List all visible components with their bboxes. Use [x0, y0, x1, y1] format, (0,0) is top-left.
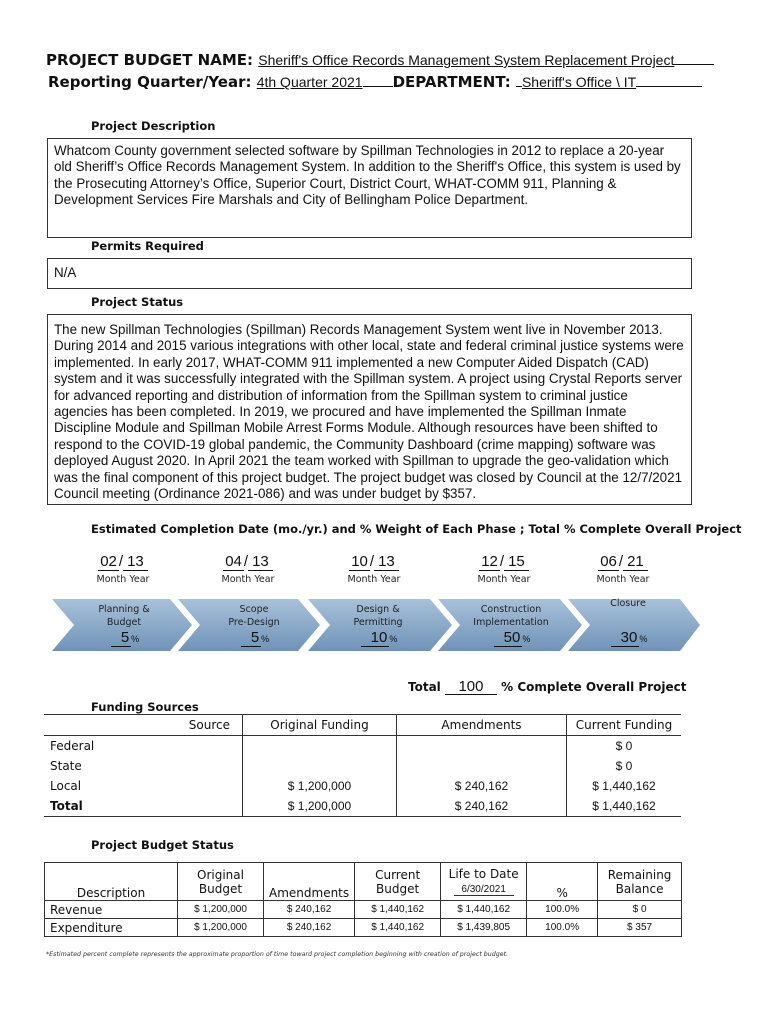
funding-cell [397, 756, 567, 776]
budget-name-value: Sheriff's Office Records Management System Replacement Project [258, 52, 675, 68]
permits-text: N/A [54, 265, 77, 280]
funding-source: Federal [44, 736, 243, 757]
funding-row [44, 756, 681, 776]
phase-pct-4: 50 % [487, 629, 537, 646]
funding-header-original: Original Funding [243, 715, 397, 736]
funding-cell: $ 0 [615, 759, 633, 773]
budget-name-row [46, 51, 714, 69]
phase-date-2: 04 / 13 Month Year [221, 553, 275, 585]
funding-cell: $ 1,200,000 [243, 796, 397, 817]
budget-header-original: Original Budget [178, 863, 264, 901]
phase-name-4: Construction Implementation [473, 604, 549, 628]
funding-cell: $ 240,162 [397, 776, 567, 796]
footnote: *Estimated percent complete represents the approximate proportion of time toward project completion beginning with creation of project budget. [46, 951, 509, 958]
total-label: Total [408, 680, 441, 694]
quarter-row [48, 73, 702, 91]
description-text: Whatcom County government selected software by Spillman Technologies in 2012 to replace a 20-year old Sheriff’s Office Records Management System. In addition to the Sheriff's Office, this system is used by the Prosecuting Attorney’s Office, Superior Court, District Court, WHAT-COMM 911, Planning & Development Services Fire Marshals and City of Bellingham Police Department. [54, 143, 681, 208]
phase-date-4: 12 / 15 Month Year [477, 553, 531, 585]
budget-cell: $ 1,200,000 [178, 901, 264, 919]
funding-header-source: Source [44, 715, 243, 736]
funding-source: Total [44, 796, 243, 817]
phase-pct-5: 30 % [604, 629, 654, 646]
budget-header-description: Description [45, 863, 178, 901]
budget-cell: $ 0 [598, 901, 682, 919]
budget-cell: $ 240,162 [264, 901, 355, 919]
phase-pct-1: 5 % [100, 629, 150, 646]
funding-row [44, 776, 681, 796]
funding-header-amendments: Amendments [397, 715, 567, 736]
budget-cell: $ 1,440,162 [355, 919, 441, 937]
underline [636, 84, 702, 87]
permits-box [47, 258, 692, 289]
phase-date-5: 06 / 21 Month Year [596, 553, 650, 585]
budget-status-table [44, 862, 682, 937]
funding-label: Funding Sources [91, 700, 199, 714]
phase-name-3: Design & Permitting [353, 604, 403, 628]
budget-header-current: Current Budget [355, 863, 441, 901]
phase-name-1: Planning & Budget [98, 604, 150, 628]
funding-row [44, 796, 681, 817]
funding-source: State [44, 756, 243, 776]
quarter-label: Reporting Quarter/Year: [48, 73, 252, 91]
department-label: DEPARTMENT: [392, 73, 511, 91]
phase-name-2: Scope Pre-Design [228, 604, 280, 628]
budget-cell: $ 1,440,162 [441, 901, 527, 919]
description-box [47, 138, 692, 238]
funding-header-current: Current Funding [575, 718, 673, 732]
description-label: Project Description [91, 119, 216, 133]
phase-name-5: Closure [610, 598, 646, 609]
budget-cell: $ 1,439,805 [441, 919, 527, 937]
funding-table [44, 714, 681, 817]
completion-label: Estimated Completion Date (mo./yr.) and % Weight of Each Phase ; Total % Complete Overall Project [91, 522, 742, 536]
underline [674, 62, 714, 65]
phase-pct-2: 5 % [230, 629, 280, 646]
budget-header-ltd: Life to Date 6/30/2021 [441, 863, 527, 901]
total-value: 100 [445, 680, 497, 695]
status-box [47, 314, 692, 505]
budget-row [45, 919, 682, 937]
permits-label: Permits Required [91, 239, 204, 253]
budget-description: Revenue [45, 901, 178, 919]
phase-pct-3: 10 % [354, 629, 404, 646]
funding-cell: $ 1,440,162 [592, 799, 656, 813]
funding-cell: $ 0 [615, 739, 633, 753]
funding-cell [397, 736, 567, 757]
quarter-value: 4th Quarter 2021 [256, 74, 363, 90]
department-value: Sheriff's Office \ IT [521, 74, 637, 90]
funding-cell: $ 1,440,162 [592, 779, 656, 793]
budget-cell: $ 1,200,000 [178, 919, 264, 937]
total-row [408, 680, 686, 695]
budget-header-remaining: Remaining Balance [598, 863, 682, 901]
status-text: The new Spillman Technologies (Spillman) Records Management System went live in November 2013. During 2014 and 2015 various integrations with other local, state and federal criminal justice systems were implemented. In early 2017, WHAT-COMM 911 implemented a new Computer Aided Dispatch (CAD) system and it was successfully integrated with the Spillman system. A project using Crystal Reports server for advanced reporting and distribution of information from the Spillman system to criminal justice agencies has been completed. In 2019, we procured and have implemented the Spillman Inmate Discipline Module and Spillman Mobile Arrest Forms Module. Although resources have been shifted to respond to the COVID-19 global pandemic, the Community Dashboard (crime mapping) software was deployed August 2020. In April 2021 the team worked with Spillman to upgrade the geo-validation which was the final component of this project budget. The project budget was closed by Council at the 12/7/2021 Council meeting (Ordinance 2021-086) and was under budget by $357. [54, 322, 684, 502]
funding-source: Local [44, 776, 243, 796]
funding-cell: $ 240,162 [397, 796, 567, 817]
funding-cell [243, 736, 397, 757]
phase-date-3: 10 / 13 Month Year [347, 553, 401, 585]
budget-cell: $ 240,162 [264, 919, 355, 937]
budget-cell: 100.0% [527, 919, 598, 937]
total-suffix: % Complete Overall Project [501, 680, 687, 694]
funding-cell [243, 756, 397, 776]
status-label: Project Status [91, 295, 184, 309]
budget-header-amendments: Amendments [264, 863, 355, 901]
budget-cell: $ 357 [598, 919, 682, 937]
underline [363, 84, 393, 87]
budget-description: Expenditure [45, 919, 178, 937]
budget-name-label: PROJECT BUDGET NAME: [46, 51, 253, 69]
phase-date-1: 02 / 13 Month Year [96, 553, 150, 585]
budget-cell: $ 1,440,162 [355, 901, 441, 919]
budget-status-label: Project Budget Status [91, 838, 234, 852]
budget-header-pct: % [527, 863, 598, 901]
funding-row [44, 736, 681, 757]
budget-row [45, 901, 682, 919]
budget-cell: 100.0% [527, 901, 598, 919]
funding-cell: $ 1,200,000 [243, 776, 397, 796]
